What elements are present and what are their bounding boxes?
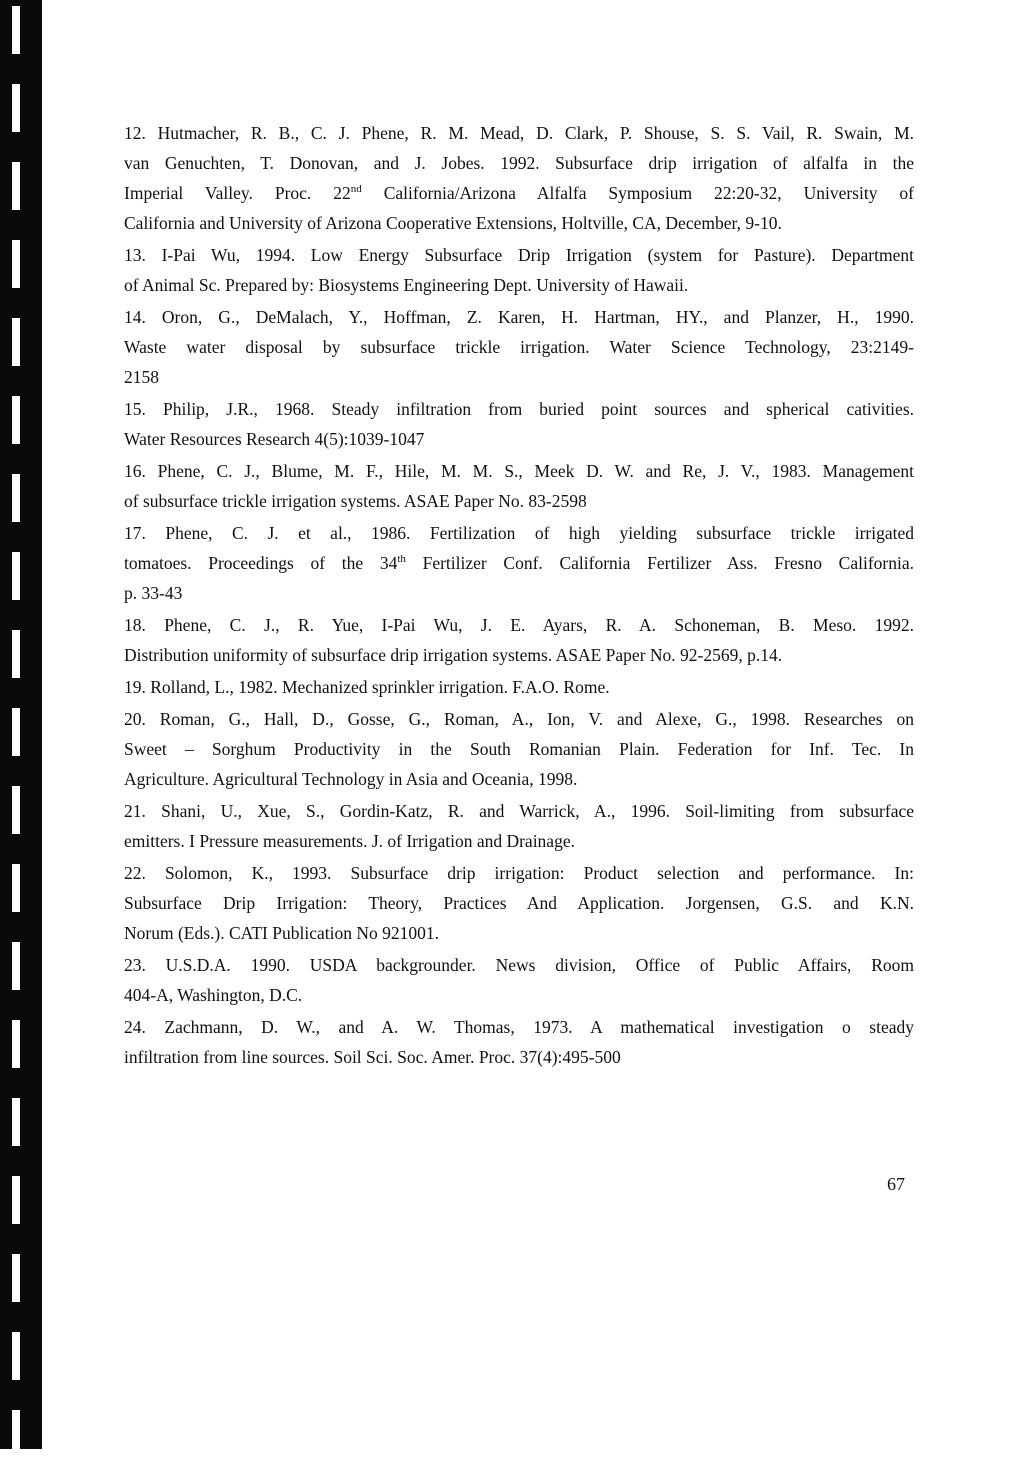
reference-line: tomatoes. Proceedings of the 34th Fertilizer Conf. California Fertilizer Ass. Fresno California.	[124, 553, 914, 573]
reference-line: California and University of Arizona Cooperative Extensions, Holtville, CA, December, 9-10.	[124, 213, 782, 233]
reference-entry-16	[124, 456, 914, 516]
ordinal-superscript: nd	[350, 183, 362, 196]
film-hole	[12, 942, 20, 990]
reference-entry-12	[124, 118, 914, 238]
film-hole	[12, 240, 20, 288]
reference-line: 22. Solomon, K., 1993. Subsurface drip irrigation: Product selection and performance. In:	[124, 863, 914, 883]
reference-entry-13	[124, 240, 914, 300]
reference-line: 18. Phene, C. J., R. Yue, I-Pai Wu, J. E. Ayars, R. A. Schoneman, B. Meso. 1992.	[124, 615, 914, 635]
film-hole	[12, 1020, 20, 1068]
reference-line: 13. I-Pai Wu, 1994. Low Energy Subsurface Drip Irrigation (system for Pasture). Department	[124, 245, 914, 265]
reference-line: 23. U.S.D.A. 1990. USDA backgrounder. News division, Office of Public Affairs, Room	[124, 955, 914, 975]
reference-line: of subsurface trickle irrigation systems. ASAE Paper No. 83-2598	[124, 491, 587, 511]
reference-entry-19	[124, 672, 914, 702]
film-hole	[12, 318, 20, 366]
reference-list	[124, 118, 914, 1072]
reference-line: 2158	[124, 367, 159, 387]
reference-line: Water Resources Research 4(5):1039-1047	[124, 429, 425, 449]
reference-line: Sweet – Sorghum Productivity in the South Romanian Plain. Federation for Inf. Tec. In	[124, 739, 914, 759]
reference-line: 16. Phene, C. J., Blume, M. F., Hile, M. M. S., Meek D. W. and Re, J. V., 1983. Management	[124, 461, 914, 481]
film-hole	[12, 786, 20, 834]
film-hole	[12, 1098, 20, 1146]
reference-line: 404-A, Washington, D.C.	[124, 985, 303, 1005]
film-hole	[12, 6, 20, 54]
film-hole	[12, 396, 20, 444]
reference-line: p. 33-43	[124, 583, 183, 603]
reference-line: Waste water disposal by subsurface trickle irrigation. Water Science Technology, 23:2149-	[124, 337, 914, 357]
page-number: 67	[887, 1174, 905, 1194]
reference-line: Distribution uniformity of subsurface drip irrigation systems. ASAE Paper No. 92-2569, p.14.	[124, 645, 783, 665]
film-hole	[12, 474, 20, 522]
reference-line: 24. Zachmann, D. W., and A. W. Thomas, 1973. A mathematical investigation o steady	[124, 1017, 914, 1037]
film-hole	[12, 630, 20, 678]
film-hole	[12, 1332, 20, 1380]
reference-entry-15	[124, 394, 914, 454]
reference-line: of Animal Sc. Prepared by: Biosystems Engineering Dept. University of Hawaii.	[124, 275, 689, 295]
film-hole	[12, 1410, 20, 1458]
reference-line: Imperial Valley. Proc. 22nd California/Arizona Alfalfa Symposium 22:20-32, University of	[124, 183, 914, 203]
reference-entry-24	[124, 1012, 914, 1072]
film-hole	[12, 552, 20, 600]
reference-line: 17. Phene, C. J. et al., 1986. Fertilization of high yielding subsurface trickle irrigated	[124, 523, 914, 543]
reference-line: Agriculture. Agricultural Technology in Asia and Oceania, 1998.	[124, 769, 578, 789]
reference-line: 14. Oron, G., DeMalach, Y., Hoffman, Z. Karen, H. Hartman, HY., and Planzer, H., 1990.	[124, 307, 914, 327]
reference-line: 15. Philip, J.R., 1968. Steady infiltration from buried point sources and spherical cativities.	[124, 399, 914, 419]
reference-line: van Genuchten, T. Donovan, and J. Jobes. 1992. Subsurface drip irrigation of alfalfa in the	[124, 153, 914, 173]
reference-line: 21. Shani, U., Xue, S., Gordin-Katz, R. and Warrick, A., 1996. Soil-limiting from subsurface	[124, 801, 914, 821]
reference-entry-17	[124, 518, 914, 608]
reference-entry-21	[124, 796, 914, 856]
scan-film-border	[0, 0, 42, 1449]
reference-entry-22	[124, 858, 914, 948]
film-hole	[12, 864, 20, 912]
reference-line: Norum (Eds.). CATI Publication No 921001.	[124, 923, 439, 943]
reference-line: 19. Rolland, L., 1982. Mechanized sprinkler irrigation. F.A.O. Rome.	[124, 677, 610, 697]
film-hole	[12, 1176, 20, 1224]
reference-entry-14	[124, 302, 914, 392]
reference-line: 20. Roman, G., Hall, D., Gosse, G., Roman, A., Ion, V. and Alexe, G., 1998. Researches on	[124, 709, 914, 729]
film-hole	[12, 84, 20, 132]
reference-entry-18	[124, 610, 914, 670]
reference-line: infiltration from line sources. Soil Sci. Soc. Amer. Proc. 37(4):495-500	[124, 1047, 621, 1067]
reference-entry-23	[124, 950, 914, 1010]
film-hole	[12, 1254, 20, 1302]
film-hole	[12, 162, 20, 210]
ordinal-superscript: th	[397, 553, 406, 566]
reference-line: emitters. I Pressure measurements. J. of Irrigation and Drainage.	[124, 831, 575, 851]
reference-line: 12. Hutmacher, R. B., C. J. Phene, R. M. Mead, D. Clark, P. Shouse, S. S. Vail, R. Swain, M.	[124, 123, 914, 143]
reference-line: Subsurface Drip Irrigation: Theory, Practices And Application. Jorgensen, G.S. and K.N.	[124, 893, 914, 913]
film-hole	[12, 708, 20, 756]
reference-entry-20	[124, 704, 914, 794]
